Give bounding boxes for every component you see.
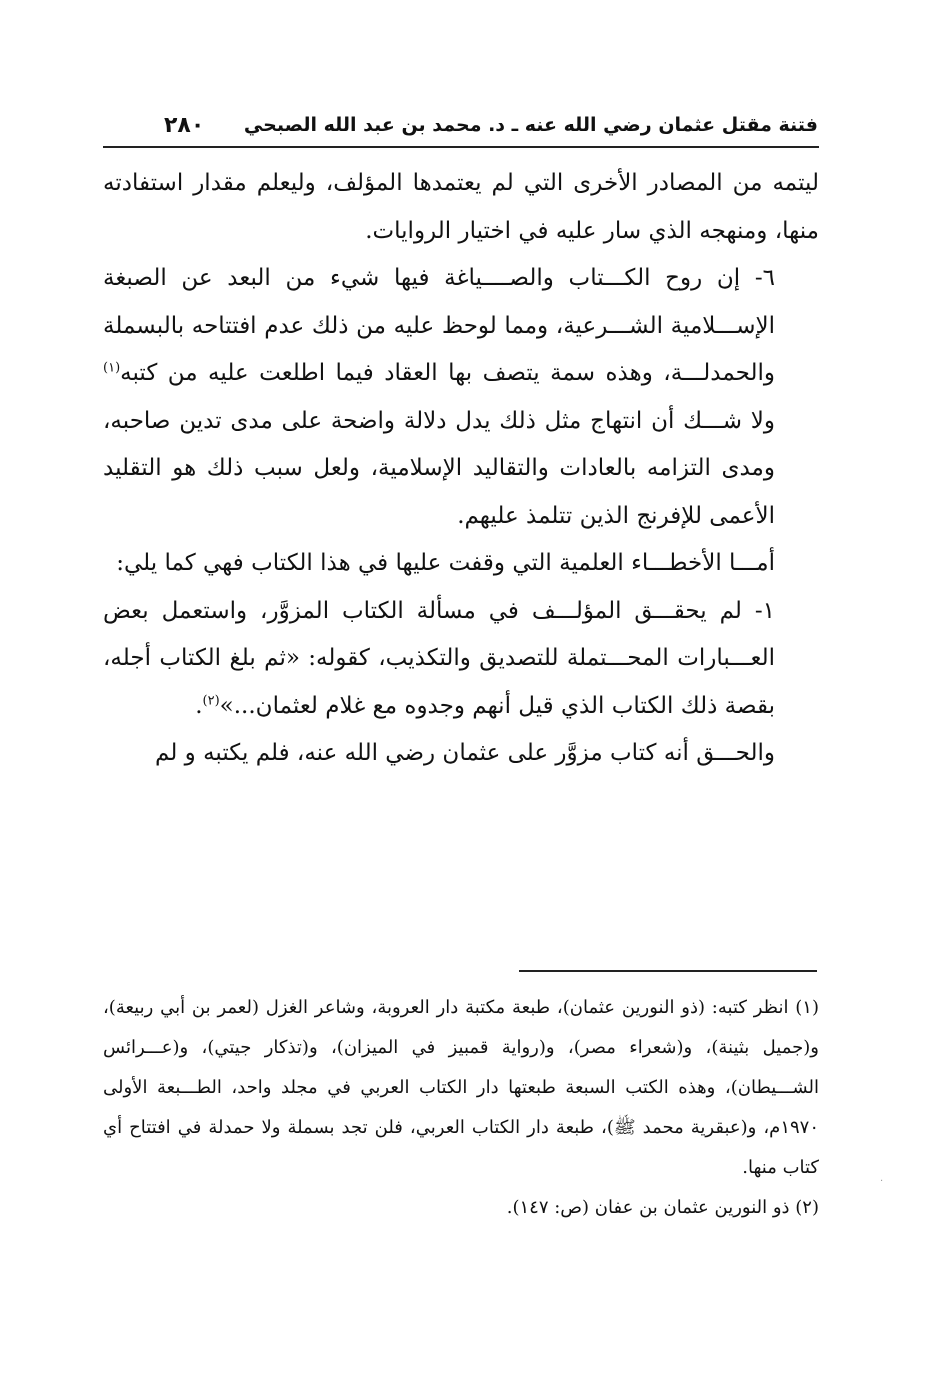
header-divider [103,146,819,148]
paragraph-2-text-b: ولا شـــك أن انتهاج مثل ذلك يدل دلالة واضحة على مدى تدين صاحبه، ومدى التزامه بالعادات والتقاليد الإسلامية، ولعل سبب ذلك هو التقليد الأعمى للإفرنج الذين تتلمذ عليهم. [103,407,775,529]
scan-speck: · [880,1176,884,1187]
footnote-2: (٢) ذو النورين عثمان بن عفان (ص: ١٤٧). [506,1197,819,1218]
paragraph-2-text-a: ٦- إن روح الكـــتاب والصــــياغة فيها شيء من البعد عن الصبغة الإســـلامية الشـــرعية، ومما لوحظ عليه من ذلك عدم افتتاحه بالبسملة والحمدلـــة، وهذه سمة يتصف بها العقاد فيما اطلعت عليه من كتبه [103,265,775,386]
paragraph-4-text-a: ١- لم يحقـــق المؤلـــف في مسألة الكتاب المزوَّر، واستعمل بعض العـــبارات المحـــتملة للتصديق والتكذيب، كقوله: «ثم بلغ الكتاب أجله، بقصة ذلك الكتاب الذي قيل أنهم وجدوه مع غلام لعثمان...» [103,597,775,719]
footnote-ref-2[interactable]: (٢) [202,692,220,708]
page-number: ٢٨٠ [164,112,205,138]
paragraph-4-text-b: . [195,692,203,719]
paragraph-4 [103,588,819,731]
running-header [108,108,818,142]
header-title: فتنة مقتل عثمان رضي الله عنه ـ د. محمد بن عبد الله الصبحي [243,114,818,136]
footnote-1: (١) انظر كتبه: (ذو النورين عثمان)، طبعة مكتبة دار العروبة، وشاعر الغزل (لعمر بن أبي ربيعة)، و(جميل بثينة)، و(شعراء مصر)، و(رواية قمبيز في الميزان)، و(تذكار جيتي)، و(عـــرائس الشـــيطان)، وهذه الكتب السبعة طبعتها دار الكتاب العربي في مجلد واحد، الطـــبعة الأولى ١٩٧٠م، و(عبقرية محمد ﷺ)، طبعة دار الكتاب العربي، فلن تجد بسملة ولا حمدلة في افتتاح أي كتاب منها. [103,997,819,1178]
main-text [103,160,819,778]
footnote-divider [519,970,817,972]
paragraph-3: أمـــا الأخطـــاء العلمية التي وقفت عليها في هذا الكتاب فهي كما يلي: [116,550,775,576]
footnote-ref-1[interactable]: (١) [103,360,121,376]
paragraph-2 [103,255,819,540]
footnotes [103,988,819,1228]
paragraph-1: ليتمه من المصادر الأخرى التي لم يعتمدها المؤلف، وليعلم مقدار استفادته منها، ومنهجه الذي سار عليه في اختيار الروايات. [103,170,819,244]
paragraph-5: والحـــق أنه كتاب مزوَّر على عثمان رضي الله عنه، فلم يكتبه و لم [155,740,775,766]
